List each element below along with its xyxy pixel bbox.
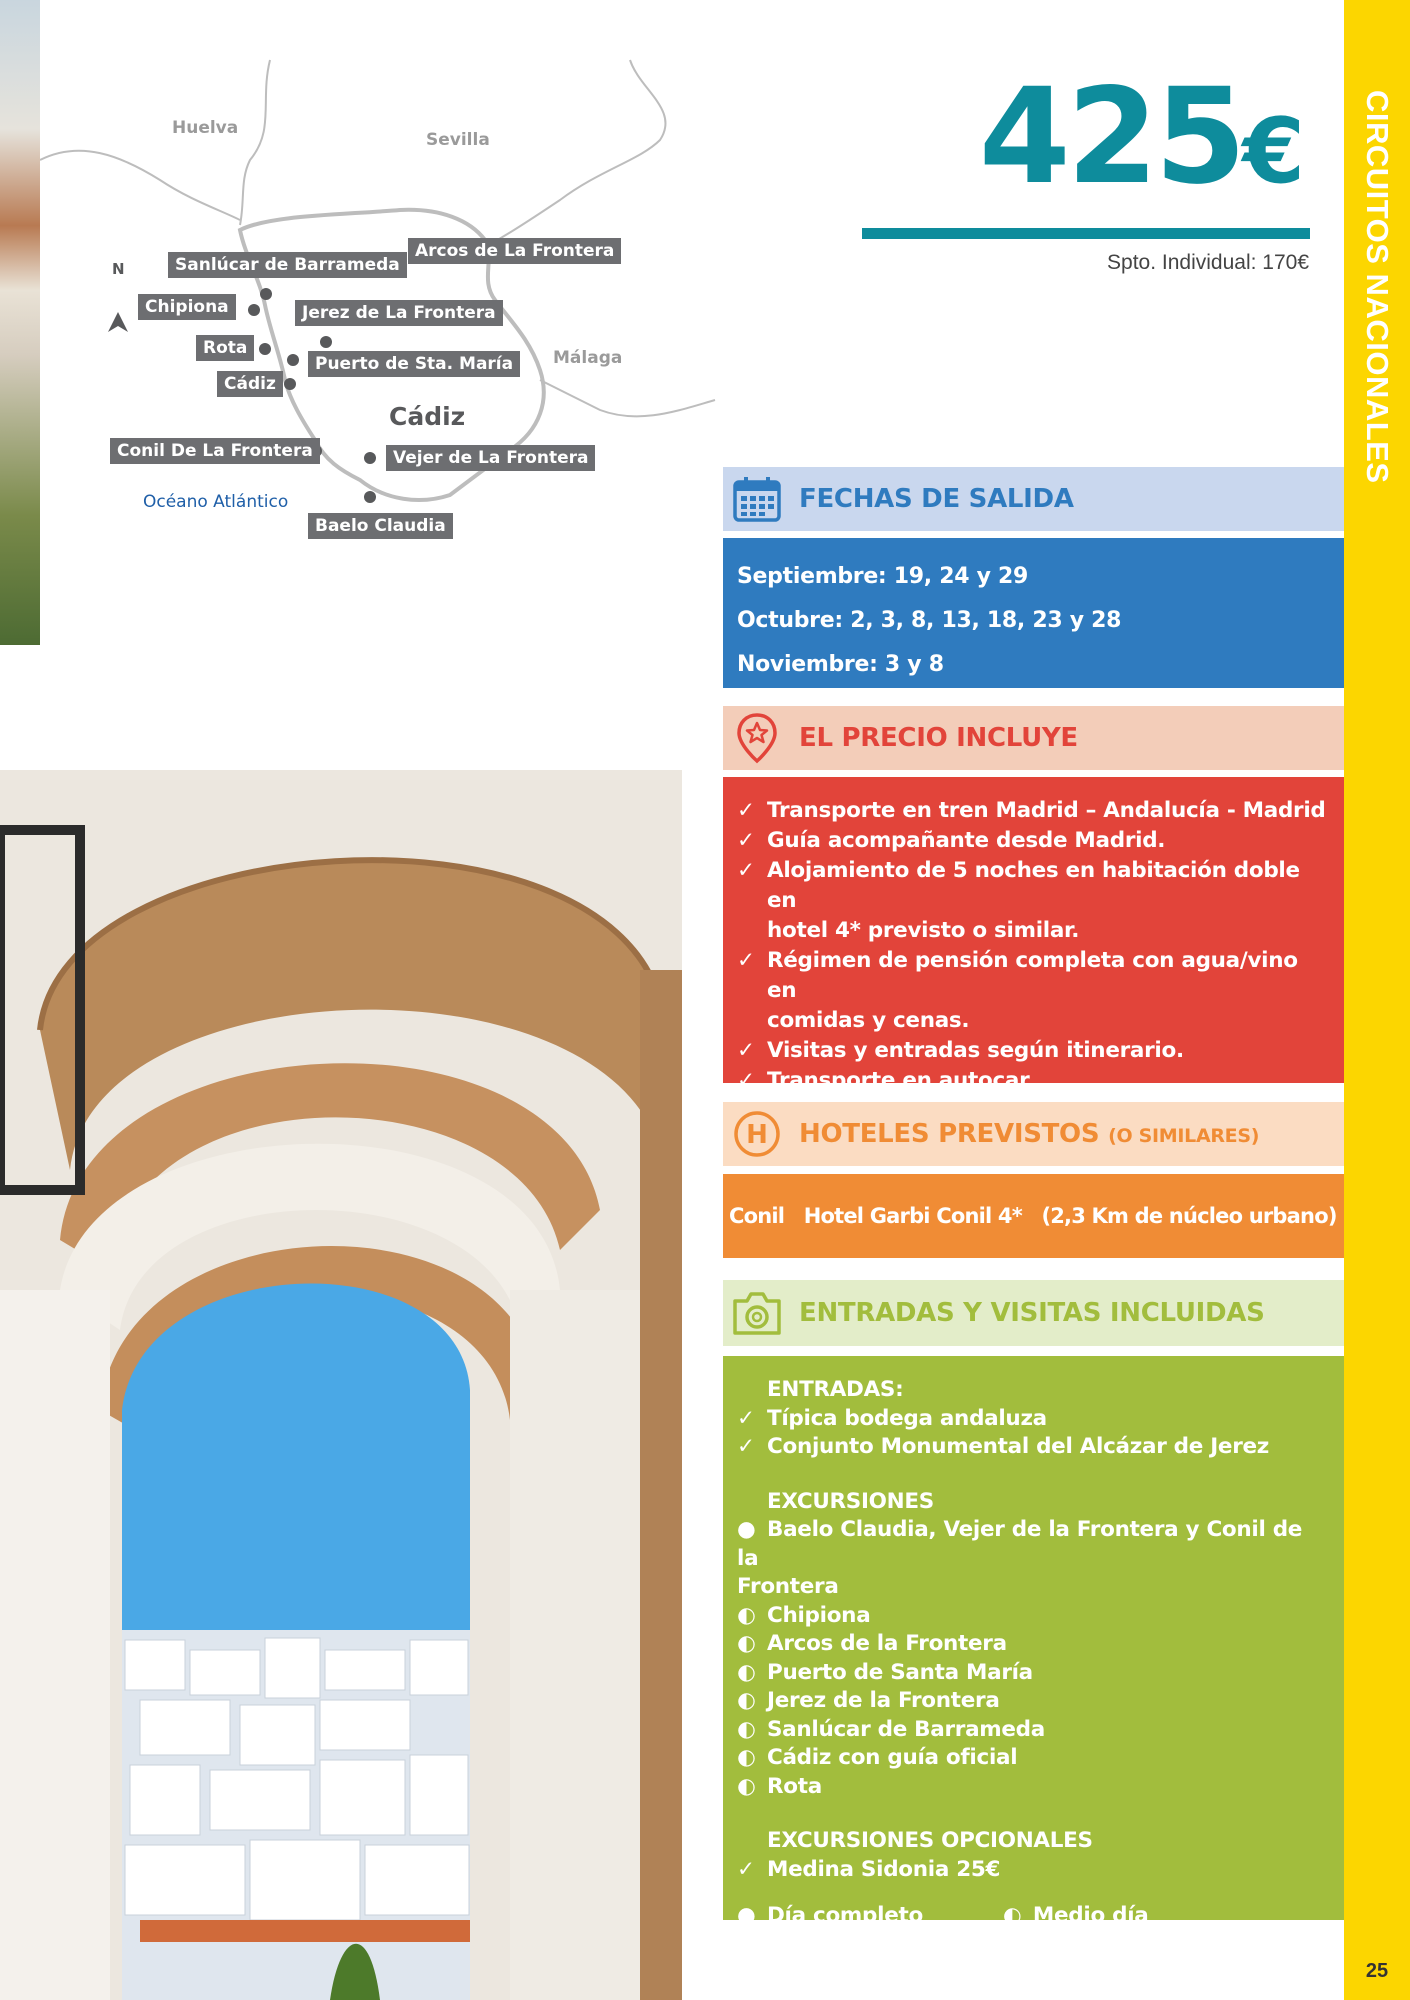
fechas-header [723,467,1344,531]
province-cadiz: Cádiz [389,402,466,431]
price-amount [978,60,1305,217]
hoteles-title: HOTELES PREVISTOS (O SIMILARES) [799,1119,1260,1149]
place-sanlucar: Sanlúcar de Barrameda [168,252,407,278]
check-icon: ✓ [737,948,755,973]
precio-item: ✓ Régimen de pensión completa con agua/vino en comidas y cenas. [737,948,1298,1033]
place-rota: Rota [196,335,254,361]
place-jerez: Jerez de La Frontera [295,300,503,326]
side-band-title: CIRCUITOS NACIONALES [1360,90,1395,484]
check-icon: ✓ [737,828,755,853]
entradas-title: ENTRADAS Y VISITAS INCLUIDAS [799,1298,1265,1328]
single-supplement: Spto. Individual: 170€ [1107,251,1309,274]
check-icon: ✓ [737,1405,755,1431]
excursion-half-day: ◐ Rota [737,1773,1330,1802]
hoteles-body [723,1174,1344,1258]
excursion-legend [737,1902,1330,1931]
price-currency: € [1242,99,1305,204]
excursion-half-day: ◐ Jerez de la Frontera [737,1687,1330,1716]
place-vejer: Vejer de La Frontera [386,445,595,471]
place-baelo: Baelo Claudia [308,513,453,539]
excursion-full-day: ● Baelo Claudia, Vejer de la Frontera y Conil de la Frontera [737,1517,1303,1599]
check-icon: ✓ [737,1038,755,1063]
arch-photo [0,770,682,2000]
region-huelva: Huelva [172,118,239,138]
legend-half-day: ◐ Medio día [1003,1902,1149,1931]
check-icon: ✓ [737,798,755,823]
hoteles-header [723,1102,1344,1166]
calendar-icon [729,471,785,527]
entrada-item: ✓ Conjunto Monumental del Alcázar de Jerez [737,1433,1330,1462]
place-arcos: Arcos de La Frontera [408,238,621,264]
precio-body [723,777,1344,1093]
half-day-icon: ◐ [737,1773,756,1799]
precio-item: ✓ Guía acompañante desde Madrid. [737,826,1330,856]
check-icon: ✓ [737,1068,755,1093]
precio-item: ✓ Visitas y entradas según itinerario. [737,1036,1330,1066]
precio-item: ✓ Alojamiento de 5 noches en habitación doble en hotel 4* previsto o similar. [737,858,1300,943]
star-pin-icon [729,710,785,766]
excursion-half-day: ◐ Arcos de la Frontera [737,1630,1330,1659]
region-malaga: Málaga [553,348,623,368]
hotel-line: Conil Hotel Garbi Conil 4* (2,3 Km de núcleo urbano) [729,1204,1337,1228]
half-day-icon: ◐ [737,1659,756,1685]
fechas-body [723,538,1344,688]
check-icon: ✓ [737,1434,755,1459]
entradas-header [723,1280,1344,1346]
place-conil: Conil De La Frontera [110,438,320,464]
full-day-icon: ● [737,1517,756,1542]
full-day-icon: ● [737,1903,756,1928]
fechas-septiembre: Septiembre: 19, 24 y 29 [737,564,1029,589]
svg-text:H: H [746,1120,768,1150]
excursion-half-day: ◐ Puerto de Santa María [737,1659,1330,1688]
region-sevilla: Sevilla [426,130,490,150]
precio-item: ✓ Transporte en autocar [737,1066,1330,1096]
excursiones-heading: EXCURSIONES [767,1488,934,1514]
excursion-half-day: ◐ Chipiona [737,1602,1330,1631]
half-day-icon: ◐ [737,1602,756,1628]
fechas-noviembre: Noviembre: 3 y 8 [737,652,944,677]
half-day-icon: ◐ [1002,1903,1022,1928]
town-photo-strip [0,0,40,645]
entrada-item: ✓ Típica bodega andaluza [737,1405,1330,1434]
page-number: 25 [1365,1960,1389,1982]
north-indicator: N [112,260,125,278]
camera-icon [729,1285,785,1341]
route-map [40,40,730,560]
excursion-half-day: ◐ Sanlúcar de Barrameda [737,1716,1330,1745]
price-value: 425 [978,60,1243,214]
fechas-title: FECHAS DE SALIDA [799,484,1074,514]
hoteles-subtitle: (O SIMILARES) [1108,1125,1260,1147]
half-day-icon: ◐ [737,1631,756,1656]
place-cadiz: Cádiz [217,371,283,397]
entradas-heading: ENTRADAS: [767,1377,904,1402]
place-chipiona: Chipiona [138,294,236,320]
price-underline [862,228,1310,239]
opcionales-heading: EXCURSIONES OPCIONALES [767,1828,1093,1853]
arch-illustration [0,770,682,2000]
entradas-body [723,1356,1344,1928]
hotel-icon [729,1106,785,1162]
half-day-icon: ◐ [737,1745,756,1770]
half-day-icon: ◐ [737,1688,756,1713]
precio-header [723,706,1344,770]
precio-title: EL PRECIO INCLUYE [799,723,1078,753]
opcional-item: ✓ Medina Sidonia 25€ [737,1856,1330,1885]
legend-full-day: ● Día completo [737,1902,923,1931]
ocean-label: Océano Atlántico [143,492,289,512]
check-icon: ✓ [737,1856,755,1882]
excursion-half-day: ◐ Cádiz con guía oficial [737,1744,1330,1773]
place-puerto: Puerto de Sta. María [308,351,520,377]
half-day-icon: ◐ [737,1716,756,1742]
fechas-octubre: Octubre: 2, 3, 8, 13, 18, 23 y 28 [737,608,1122,633]
check-icon: ✓ [737,858,755,883]
precio-item: ✓ Transporte en tren Madrid – Andalucía - Madrid [737,796,1330,826]
